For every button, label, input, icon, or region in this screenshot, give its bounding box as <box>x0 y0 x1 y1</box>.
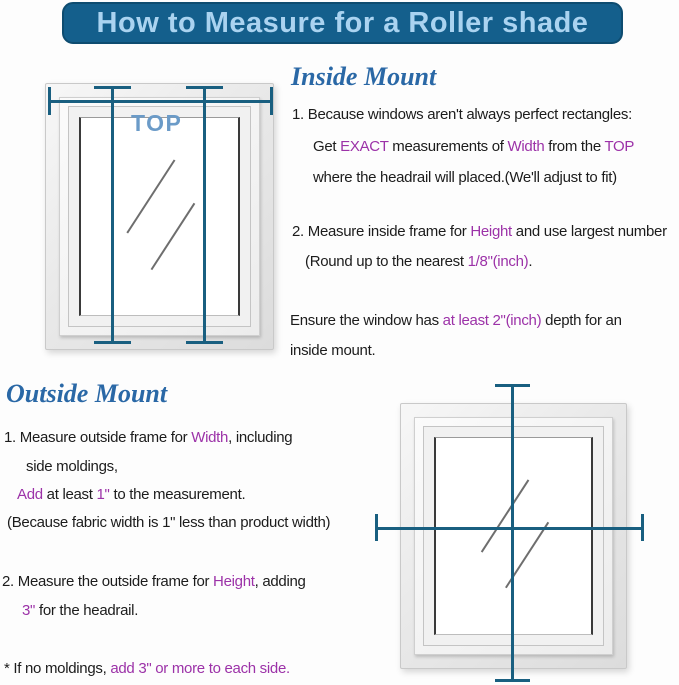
measurement-cap <box>186 86 223 89</box>
outside-mount-heading: Outside Mount <box>6 379 168 408</box>
height-measurement-line <box>203 88 206 343</box>
height-measurement-line <box>511 386 514 682</box>
top-label: TOP <box>131 110 183 136</box>
instruction-line: 1. Measure outside frame for Width, including <box>4 429 293 446</box>
instruction-line: (Because fabric width is 1" less than product width) <box>7 514 331 531</box>
instruction-line: Get EXACT measurements of Width from the TOP <box>313 138 635 155</box>
page-title: How to Measure for a Roller shade <box>96 6 589 39</box>
measurement-cap <box>94 86 131 89</box>
measurement-end-tick <box>641 514 644 541</box>
header-bar <box>62 2 623 44</box>
instruction-line: Ensure the window has at least 2"(inch) depth for an <box>290 312 622 329</box>
width-measurement-line <box>377 527 643 530</box>
instruction-line: 2. Measure the outside frame for Height, adding <box>2 573 306 590</box>
instruction-line: 1. Because windows aren't always perfect rectangles: <box>292 106 632 123</box>
measurement-cap <box>495 679 530 682</box>
glass-reflection-line <box>481 480 530 553</box>
instruction-line: * If no moldings, add 3" or more to each side. <box>4 660 290 677</box>
height-measurement-line <box>111 88 114 343</box>
instruction-line: where the headrail will placed.(We'll adjust to fit) <box>313 169 617 186</box>
instruction-line: (Round up to the nearest 1/8"(inch). <box>305 253 533 270</box>
measurement-end-tick <box>375 514 378 541</box>
measurement-cap <box>186 341 223 344</box>
measurement-end-tick <box>270 87 273 115</box>
width-measurement-line <box>49 100 273 103</box>
measurement-cap <box>495 384 530 387</box>
window-glass <box>79 117 240 316</box>
instruction-line: side moldings, <box>26 458 118 475</box>
instruction-line: Add at least 1" to the measurement. <box>17 486 246 503</box>
measurement-cap <box>94 341 131 344</box>
instruction-line: 3" for the headrail. <box>22 602 139 619</box>
glass-reflection-line <box>151 203 196 270</box>
measurement-end-tick <box>48 87 51 115</box>
inside-mount-heading: Inside Mount <box>291 62 437 91</box>
instruction-line: inside mount. <box>290 342 376 359</box>
instruction-line: 2. Measure inside frame for Height and use largest number <box>292 223 667 240</box>
glass-reflection-line <box>127 160 176 234</box>
